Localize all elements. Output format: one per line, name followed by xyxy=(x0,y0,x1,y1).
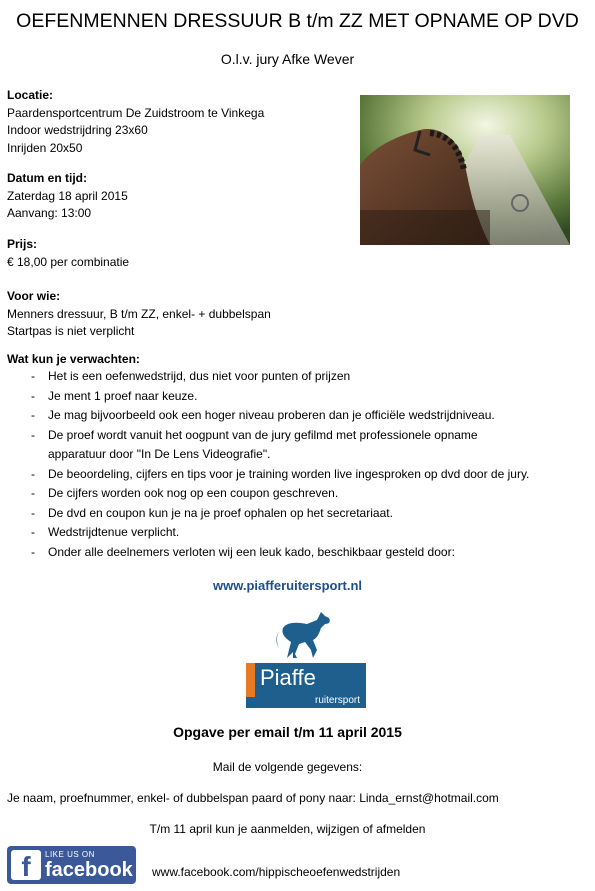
facebook-like-text: LIKE US ON xyxy=(45,850,95,859)
locatie-line: Inrijden 20x50 xyxy=(7,140,83,155)
horse-photo xyxy=(360,95,570,245)
locatie-label: Locatie: xyxy=(7,88,54,102)
list-item: - De proef wordt vanuit het oogpunt van de jury gefilmd met professionele opname xyxy=(31,427,478,442)
list-item-continuation: apparatuur door "In De Lens Videografie". xyxy=(48,447,271,461)
logo-name: Piaffe xyxy=(260,665,316,690)
locatie-line: Paardensportcentrum De Zuidstroom te Vinkega xyxy=(7,105,265,120)
mail-intro: Mail de volgende gegevens: xyxy=(212,760,363,774)
prijs-section xyxy=(7,236,129,271)
facebook-wordmark: facebook xyxy=(45,859,133,881)
voor-wie-label: Voor wie: xyxy=(7,289,61,303)
logo-sub: ruitersport xyxy=(314,695,360,706)
list-item: - Je ment 1 proef naar keuze. xyxy=(31,388,198,403)
list-item: - Het is een oefenwedstrijd, dus niet voor punten of prijzen xyxy=(31,369,351,383)
logo-box xyxy=(246,663,366,708)
opgave-heading: Opgave per email t/m 11 april 2015 xyxy=(173,724,402,740)
list-item: - De dvd en coupon kun je na je proef ophalen op het secretariaat. xyxy=(31,505,393,520)
prijs-line: € 18,00 per combinatie xyxy=(7,254,130,269)
voor-wie-section xyxy=(7,288,271,341)
list-item: - Onder alle deelnemers verloten wij een leuk kado, beschikbaar gesteld door: xyxy=(31,544,455,559)
page-subtitle: O.l.v. jury Afke Wever xyxy=(220,51,355,67)
voor-wie-line: Menners dressuur, B t/m ZZ, enkel- + dubbelspan xyxy=(7,306,271,321)
page-title: OEFENMENNEN DRESSUUR B t/m ZZ MET OPNAME OP DVD xyxy=(16,10,579,32)
verwachten-label: Wat kun je verwachten: xyxy=(7,352,140,366)
datum-section xyxy=(7,170,128,223)
list-item: - De beoordeling, cijfers en tips voor je training worden live ingesproken op dvd door de jury. xyxy=(31,466,530,481)
locatie-line: Indoor wedstrijdring 23x60 xyxy=(7,123,148,137)
list-item: - Je mag bijvoorbeeld ook een hoger niveau proberen dan je officiële wedstrijdniveau. xyxy=(31,408,495,422)
list-item: - Wedstrijdtenue verplicht. xyxy=(31,525,180,539)
locatie-section xyxy=(7,87,264,157)
facebook-like-button[interactable] xyxy=(7,846,136,884)
prijs-label: Prijs: xyxy=(7,237,38,251)
datum-line: Zaterdag 18 april 2015 xyxy=(7,188,128,203)
facebook-icon: f xyxy=(11,850,41,880)
datum-line: Aanvang: 13:00 xyxy=(7,206,92,220)
datum-label: Datum en tijd: xyxy=(7,171,87,185)
mail-details: Je naam, proefnummer, enkel- of dubbelspan paard of pony naar: Linda_ernst@hotmail.com xyxy=(7,791,499,805)
sponsor-url-link[interactable]: www.piafferuitersport.nl xyxy=(212,578,363,593)
deadline-text: T/m 11 april kun je aanmelden, wijzigen of afmelden xyxy=(149,822,426,836)
piaffe-logo xyxy=(245,608,367,708)
list-item: - De cijfers worden ook nog op een coupon geschreven. xyxy=(31,486,339,500)
verwachten-list xyxy=(7,367,529,562)
facebook-url-link[interactable]: www.facebook.com/hippischeoefenwedstrijden xyxy=(152,865,401,879)
voor-wie-line: Startpas is niet verplicht xyxy=(7,324,135,338)
horse-icon xyxy=(245,608,367,663)
